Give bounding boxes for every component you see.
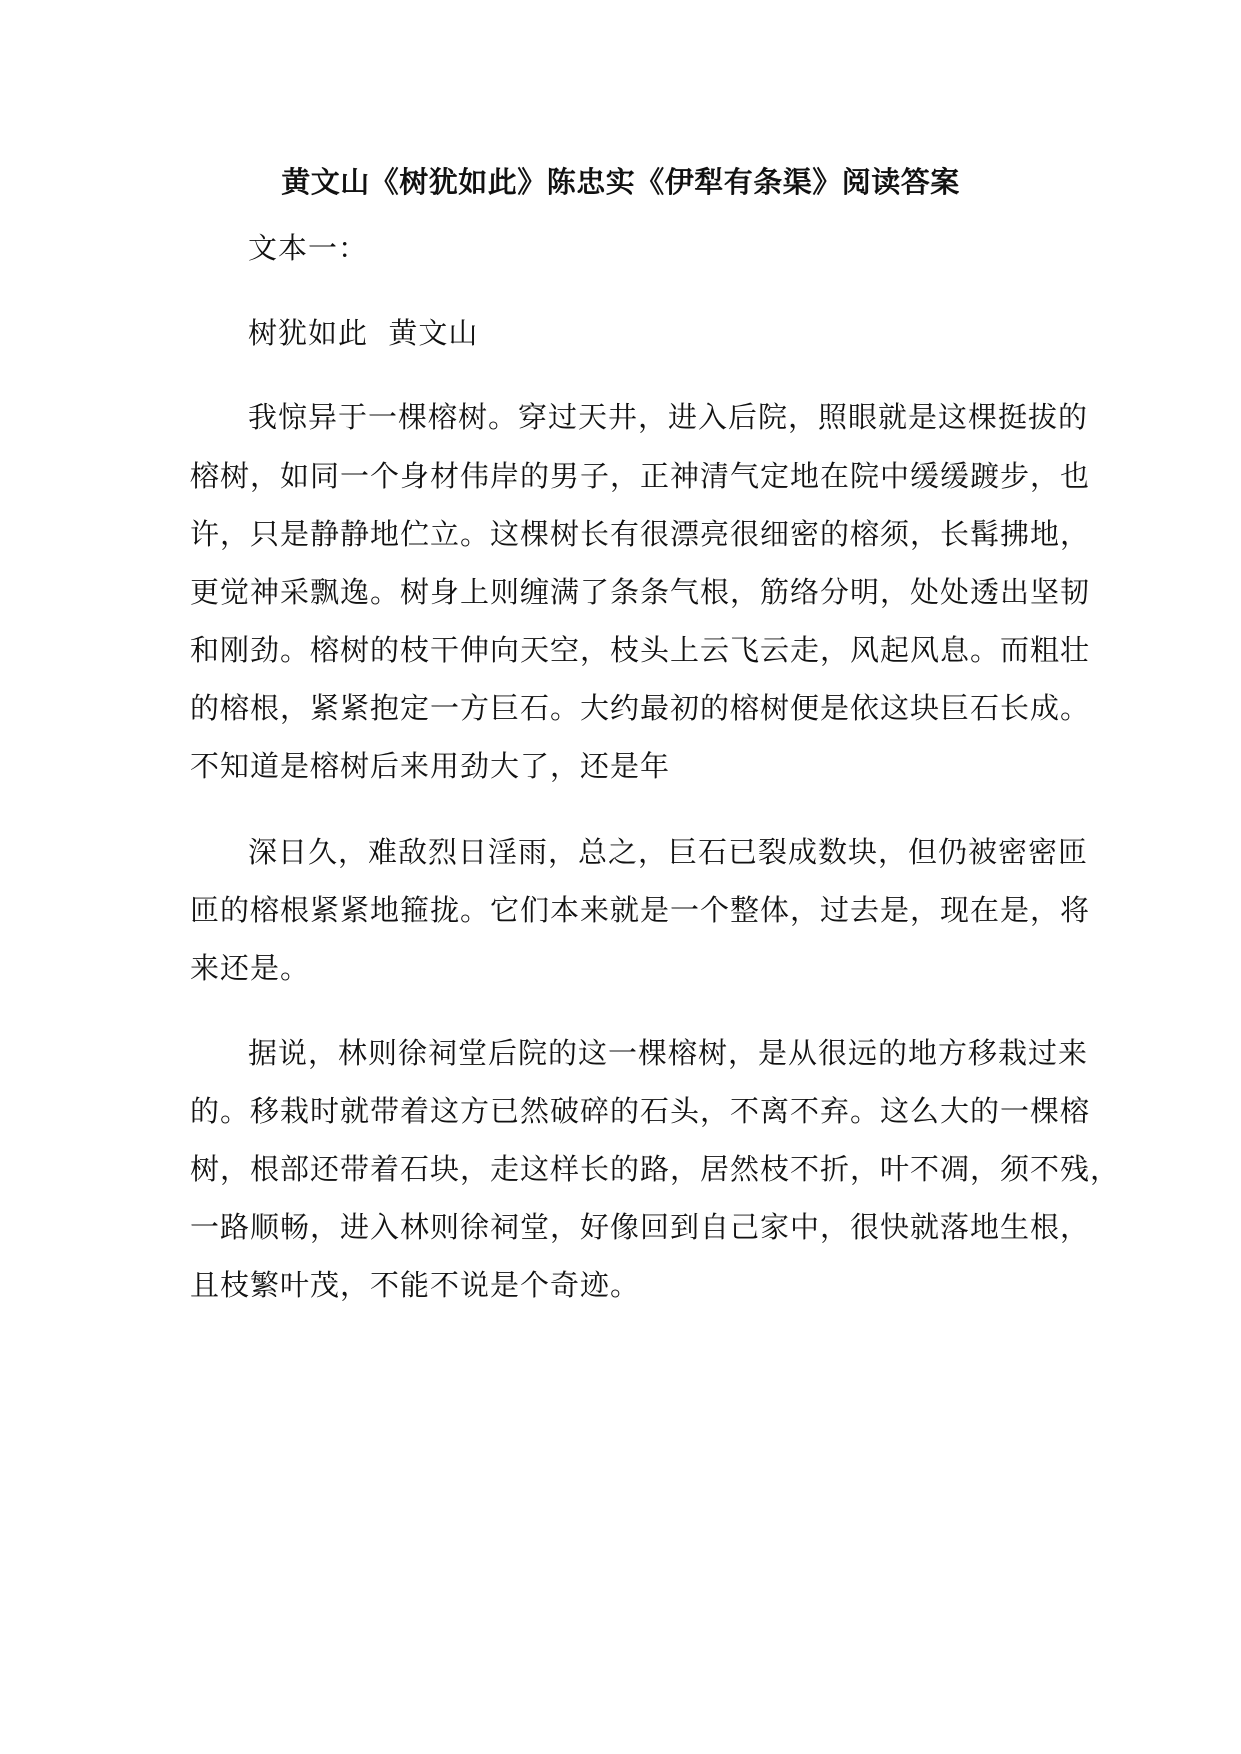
paragraph-line: 来还是。	[190, 951, 311, 985]
paragraph-line: 和刚劲。榕树的枝干伸向天空，枝头上云飞云走，风起风息。而粗壮	[190, 633, 1091, 667]
paragraph-line: 据说，林则徐祠堂后院的这一棵榕树，是从很远的地方移栽过来	[248, 1036, 1089, 1070]
article-heading: 树犹如此 黄文山	[248, 316, 479, 350]
document-title: 黄文山《树犹如此》陈忠实《伊犁有条渠》阅读答案	[281, 165, 960, 199]
paragraph-line: 的。移栽时就带着这方已然破碎的石头，不离不弃。这么大的一棵榕	[190, 1094, 1091, 1128]
paragraph-line: 且枝繁叶茂，不能不说是个奇迹。	[190, 1268, 641, 1302]
paragraph-line: 的榕根，紧紧抱定一方巨石。大约最初的榕树便是依这块巨石长成。	[190, 691, 1091, 725]
paragraph-line: 深日久，难敌烈日淫雨，总之，巨石已裂成数块，但仍被密密匝	[248, 835, 1089, 869]
paragraph-line: 树，根部还带着石块，走这样长的路，居然枝不折，叶不凋，须不残，	[190, 1152, 1121, 1186]
paragraph-line: 不知道是榕树后来用劲大了，还是年	[190, 749, 671, 783]
paragraph-line: 我惊异于一棵榕树。穿过天井，进入后院，照眼就是这棵挺拔的	[248, 400, 1089, 434]
section-label: 文本一：	[248, 231, 369, 265]
paragraph-line: 榕树，如同一个身材伟岸的男子，正神清气定地在院中缓缓踱步，也	[190, 459, 1091, 493]
paragraph-line: 许，只是静静地伫立。这棵树长有很漂亮很细密的榕须，长髯拂地，	[190, 517, 1091, 551]
paragraph-line: 一路顺畅，进入林则徐祠堂，好像回到自己家中，很快就落地生根，	[190, 1210, 1091, 1244]
paragraph-line: 匝的榕根紧紧地箍拢。它们本来就是一个整体，过去是，现在是，将	[190, 893, 1091, 927]
paragraph-line: 更觉神采飘逸。树身上则缠满了条条气根，筋络分明，处处透出坚韧	[190, 575, 1091, 609]
